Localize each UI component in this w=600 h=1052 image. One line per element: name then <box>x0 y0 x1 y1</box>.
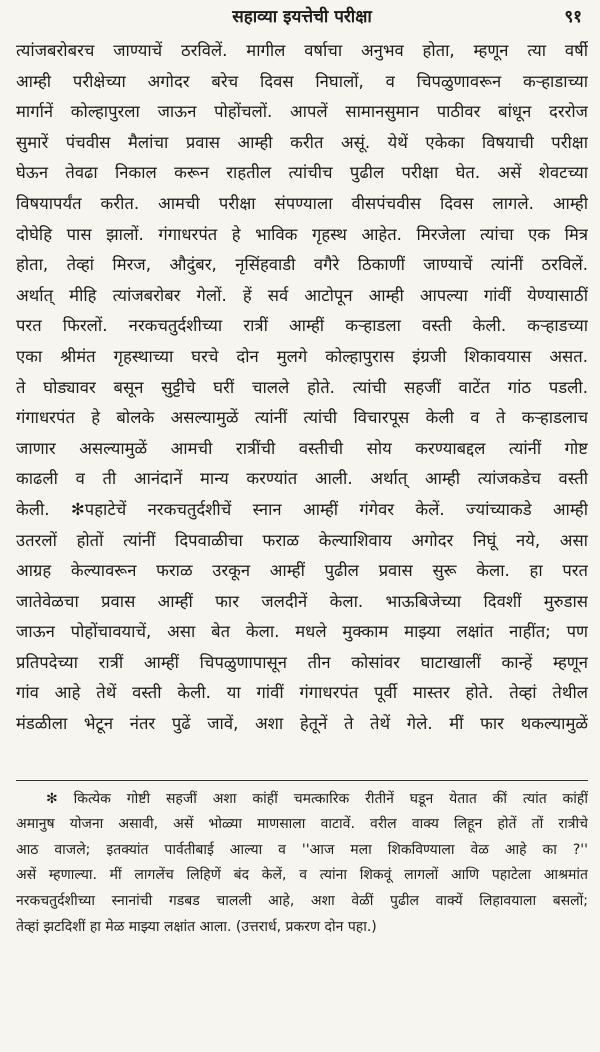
body-line: जाऊन पोहोंचावयाचें, असा बेत केला. मधले मुक्काम माझ्या लक्षांत नाहींत; पण <box>16 622 588 642</box>
body-line: त्यांजबरोबरच जाण्याचें ठरविलें. मागील वर्षाचा अनुभव होता, म्हणून त्या वर्षी <box>16 41 588 60</box>
footnote-line: असें म्हणाल्या. मीं लागलेंच लिहिणें बंद केलें, व त्यांना शिकवूं लागलों आणि पहाटेला आश्रमांत <box>16 867 588 884</box>
footnote <box>16 787 588 941</box>
footnote-line: तेव्हां झटदिशीं हा मेळ माझ्या लक्षांत आला. (उत्तरार्ध, प्रकरण दोन पहा.) <box>16 918 377 935</box>
body-line: दोघेहि पास झालों. गंगाधरपंत हे भाविक गृहस्थ आहेत. मिरजेला त्यांचा एक मित्र <box>16 224 588 244</box>
body-line: उतरलों होतों त्यांनीं दिपवाळीचा फराळ केल्याशिवाय अगोदर निघूं नये, असा <box>16 530 588 550</box>
footnote-divider <box>16 780 588 781</box>
body-text <box>16 36 588 740</box>
body-line: अर्थात् मीहि त्यांजबरोबर गेलों. हें सर्व आटोपून आम्ही आपल्या गांवीं येण्यासाठीं <box>16 285 588 305</box>
body-line: काढली व ती आनंदानें मान्य करण्यांत आली. अर्थात् आम्ही त्यांजकडेच वस्ती <box>16 469 588 489</box>
body-line: मंडळीला भेटून नंतर पुढें जावें, अशा हेतूनें ते तेथें गेले. मीं फार थकल्यामुळें <box>16 714 588 734</box>
footnote-line: आठ वाजले; इतक्यांत पार्वतीबाई आल्या व ''आज मला शिकविण्याला वेळ आहे का ?'' <box>16 841 588 858</box>
body-line: आम्ही परीक्षेच्या अगोदर बरेच दिवस निघालों, व चिपळुणावरून कऱ्हाडाच्या <box>16 71 588 91</box>
body-line: मार्गानें कोल्हापुरला जाऊन पोहोंचलों. आपलें सामानसुमान पाठीवर बांधून दररोज <box>16 102 588 122</box>
body-line: ते घोड्यावर बसून सुट्टीचे घरीं चालले होते. त्यांची सहजीं वाटेंत गांठ पडली. <box>16 377 588 397</box>
body-line: विषयापर्यंत करीत. आमची परीक्षा संपण्याला वीसपंचवीस दिवस लागले. आम्ही <box>16 193 588 213</box>
footnote-line: ✻ कित्येक गोष्टी सहजीं अशा कांहीं चमत्कारिक रीतीनें घडून येतात कीं त्यांत कांहीं <box>46 790 588 807</box>
chapter-title: सहाव्या इयत्तेची परीक्षा <box>232 7 372 27</box>
body-line: सुमारें पंचवीस मैलांचा प्रवास आम्ही करीत असूं. येथें एकेका विषयाची परीक्षा <box>16 132 588 152</box>
body-line: केली. ✻पहाटेचें नरकचतुर्दशीचें स्नान आम्हीं गंगेवर केलें. ज्यांच्याकडे आम्ही <box>16 499 588 519</box>
body-line: गांव आहे तेथें वस्ती केली. या गांवीं गंगाधरपंत पूर्वी मास्तर होते. तेव्हां तेथील <box>16 683 588 703</box>
body-line: घेऊन तेवढा निकाल करून राहतील त्यांचीच पुढील परीक्षा घेत. असें शेवटच्या <box>16 163 588 183</box>
footnote-line: अमानुष योजना असावी, असें भोळ्या माणसाला वाटावें. वरील वाक्य लिहून होतें तों रात्रीचे <box>16 816 588 833</box>
body-line: आग्रह केल्यावरून फराळ उरकून आम्हीं पुढील प्रवास सुरू केला. हा परत <box>16 561 588 581</box>
body-line: एका श्रीमंत गृहस्थाच्या घरचे दोन मुलगे कोल्हापुरास इंग्रजी शिकावयास असत. <box>16 346 588 366</box>
body-line: होता, तेव्हां मिरज, औदुंबर, नृसिंहवाडी वगैरे ठिकाणीं जाण्याचें त्यांनीं ठरविलें. <box>16 255 588 275</box>
body-line: गंगाधरपंत हे बोलके असल्यामुळें त्यांनीं त्यांची विचारपूस केली व ते कऱ्हाडलाच <box>16 408 588 428</box>
body-line: जातेवेळचा प्रवास आम्हीं फार जलदीनें केला. भाऊबिजेच्या दिवशीं मुरुडास <box>16 591 588 611</box>
body-line: प्रतिपदेच्या रात्रीं आम्हीं चिपळुणापासून तीन कोसांवर घाटाखालीं कान्हें म्हणून <box>16 652 588 672</box>
footnote-line: नरकचतुर्दशीच्या स्नानांची गडबड चालली आहे, अशा वेळीं पुढील वाक्यें लिहावयाला बसलों; <box>16 893 588 910</box>
body-line: जाणार असल्यामुळें आमची रात्रींची वस्तीची सोय करण्याबद्दल त्यांनीं गोष्ट <box>16 438 588 458</box>
page-number: ९१ <box>564 7 582 27</box>
body-line: परत फिरलों. नरकचतुर्दशीच्या रात्रीं आम्हीं कऱ्हाडला वस्ती केली. कऱ्हाडच्या <box>16 316 588 336</box>
running-header <box>16 0 588 34</box>
